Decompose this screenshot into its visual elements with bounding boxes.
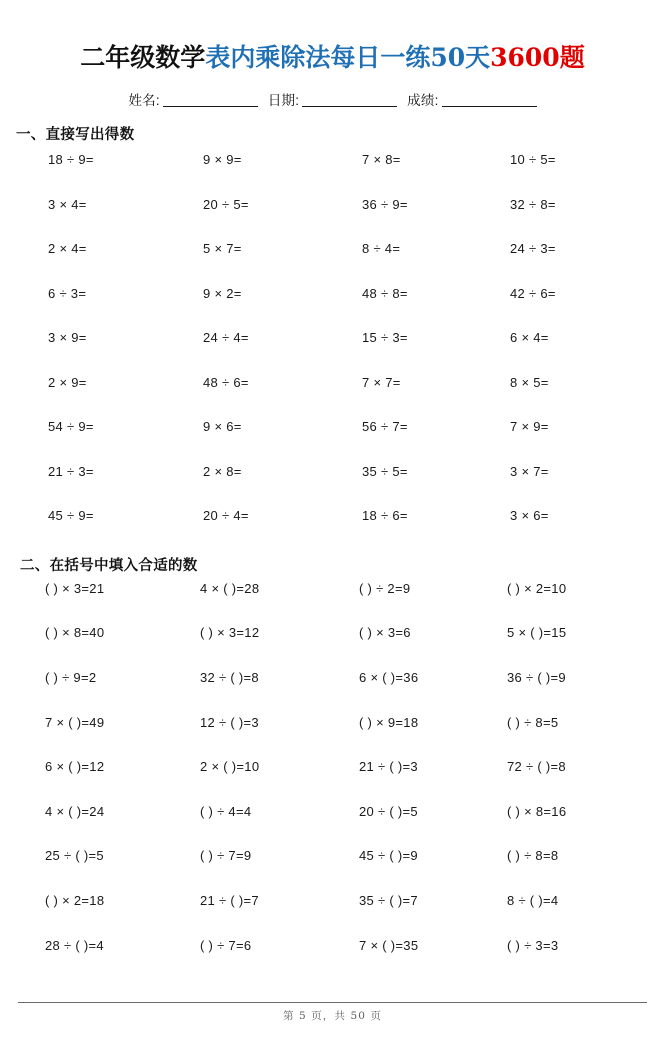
page-footer bbox=[18, 1002, 647, 1023]
problem-cell[interactable]: ( ) ÷ 2=9 bbox=[359, 580, 411, 596]
problem-cell[interactable]: 48 ÷ 8= bbox=[362, 285, 408, 301]
problem-cell[interactable]: 9 × 2= bbox=[203, 285, 242, 301]
problem-cell[interactable]: 3 × 9= bbox=[48, 330, 87, 346]
problem-cell[interactable]: 15 ÷ 3= bbox=[362, 330, 408, 346]
problem-cell[interactable]: 28 ÷ ( )=4 bbox=[45, 937, 104, 953]
problem-cell[interactable]: 5 × 7= bbox=[203, 241, 242, 257]
student-info-line bbox=[0, 89, 665, 109]
problem-cell[interactable]: 6 ÷ 3= bbox=[48, 285, 87, 301]
problem-cell[interactable]: 2 × 4= bbox=[48, 241, 87, 257]
problem-cell[interactable]: 12 ÷ ( )=3 bbox=[200, 714, 259, 730]
title-segment-grade: 二年级数学 bbox=[80, 42, 206, 72]
problem-cell[interactable]: 9 × 9= bbox=[203, 152, 242, 168]
problem-cell[interactable]: 36 ÷ ( )=9 bbox=[507, 669, 566, 685]
problem-cell[interactable]: ( ) × 9=18 bbox=[359, 714, 419, 730]
problem-cell[interactable]: 24 ÷ 3= bbox=[510, 241, 556, 257]
problem-cell[interactable]: ( ) × 2=18 bbox=[45, 892, 105, 908]
problem-cell[interactable]: ( ) × 8=16 bbox=[507, 803, 567, 819]
problem-cell[interactable]: 9 × 6= bbox=[203, 419, 242, 435]
problem-cell[interactable]: 7 × 9= bbox=[510, 419, 549, 435]
problem-cell[interactable]: 8 ÷ 4= bbox=[362, 241, 401, 257]
problem-cell[interactable]: 6 × 4= bbox=[510, 330, 549, 346]
problem-cell[interactable]: 7 × ( )=35 bbox=[359, 937, 419, 953]
problem-cell[interactable]: 2 × 8= bbox=[203, 463, 242, 479]
worksheet-page bbox=[0, 17, 665, 1041]
problem-cell[interactable]: 4 × ( )=28 bbox=[200, 580, 260, 596]
problem-cell[interactable]: 18 ÷ 6= bbox=[362, 508, 408, 524]
problem-cell[interactable]: ( ) × 8=40 bbox=[45, 625, 105, 641]
footer-divider bbox=[18, 1002, 647, 1003]
name-label: 姓名: bbox=[128, 93, 160, 109]
problem-cell[interactable]: 8 × 5= bbox=[510, 374, 549, 390]
problem-cell[interactable]: 8 ÷ ( )=4 bbox=[507, 892, 559, 908]
problem-cell[interactable]: 7 × 8= bbox=[362, 152, 401, 168]
problem-cell[interactable]: 3 × 7= bbox=[510, 463, 549, 479]
problem-cell[interactable]: ( ) ÷ 3=3 bbox=[507, 937, 559, 953]
score-label: 成绩: bbox=[407, 93, 439, 109]
problem-cell[interactable]: 42 ÷ 6= bbox=[510, 285, 556, 301]
problem-cell[interactable]: 3 × 4= bbox=[48, 196, 87, 212]
problem-cell[interactable]: ( ) × 2=10 bbox=[507, 580, 567, 596]
problem-cell[interactable]: 45 ÷ ( )=9 bbox=[359, 848, 418, 864]
page-number: 第 5 页，共 50 页 bbox=[282, 1009, 383, 1022]
problem-cell[interactable]: 20 ÷ 5= bbox=[203, 196, 249, 212]
problem-cell[interactable]: 6 × ( )=12 bbox=[45, 759, 105, 775]
problem-cell[interactable]: ( ) ÷ 7=9 bbox=[200, 848, 252, 864]
problem-cell[interactable]: 18 ÷ 9= bbox=[48, 152, 94, 168]
section-2-problem-grid bbox=[45, 582, 665, 983]
date-label: 日期: bbox=[267, 93, 300, 109]
problem-cell[interactable]: 72 ÷ ( )=8 bbox=[507, 759, 566, 775]
problem-cell[interactable]: ( ) ÷ 7=6 bbox=[200, 937, 252, 953]
problem-cell[interactable]: 56 ÷ 7= bbox=[362, 419, 408, 435]
problem-cell[interactable]: 32 ÷ 8= bbox=[510, 196, 556, 212]
section-1-heading: 一、直接写出得数 bbox=[16, 127, 135, 144]
problem-cell[interactable]: ( ) × 3=21 bbox=[45, 580, 105, 596]
title-segment-topic: 表内乘除法每日一练50天 bbox=[205, 42, 491, 72]
problem-cell[interactable]: 21 ÷ ( )=3 bbox=[359, 759, 418, 775]
name-blank[interactable] bbox=[163, 93, 258, 107]
problem-cell[interactable]: 45 ÷ 9= bbox=[48, 508, 94, 524]
problem-cell[interactable]: 2 × 9= bbox=[48, 374, 87, 390]
problem-cell[interactable]: 21 ÷ ( )=7 bbox=[200, 892, 259, 908]
date-blank[interactable] bbox=[302, 93, 397, 107]
section-2-heading: 二、在括号中填入合适的数 bbox=[20, 557, 198, 574]
problem-cell[interactable]: ( ) ÷ 9=2 bbox=[45, 669, 97, 685]
problem-cell[interactable]: 48 ÷ 6= bbox=[203, 374, 249, 390]
problem-cell[interactable]: 35 ÷ ( )=7 bbox=[359, 892, 418, 908]
problem-cell[interactable]: 3 × 6= bbox=[510, 508, 549, 524]
problem-cell[interactable]: ( ) ÷ 4=4 bbox=[200, 803, 252, 819]
problem-cell[interactable]: ( ) ÷ 8=5 bbox=[507, 714, 559, 730]
score-blank[interactable] bbox=[442, 93, 537, 107]
problem-cell[interactable]: 7 × 7= bbox=[362, 374, 401, 390]
problem-cell[interactable]: 10 ÷ 5= bbox=[510, 152, 556, 168]
problem-cell[interactable]: 25 ÷ ( )=5 bbox=[45, 848, 104, 864]
problem-cell[interactable]: 4 × ( )=24 bbox=[45, 803, 105, 819]
problem-cell[interactable]: ( ) ÷ 8=8 bbox=[507, 848, 559, 864]
problem-cell[interactable]: 2 × ( )=10 bbox=[200, 759, 260, 775]
title-segment-count: 3600题 bbox=[490, 42, 585, 72]
problem-cell[interactable]: 35 ÷ 5= bbox=[362, 463, 408, 479]
problem-cell[interactable]: 54 ÷ 9= bbox=[48, 419, 94, 435]
section-1-problem-grid bbox=[48, 153, 665, 554]
problem-cell[interactable]: 7 × ( )=49 bbox=[45, 714, 105, 730]
problem-cell[interactable]: 32 ÷ ( )=8 bbox=[200, 669, 259, 685]
problem-cell[interactable]: 20 ÷ ( )=5 bbox=[359, 803, 418, 819]
problem-cell[interactable]: 21 ÷ 3= bbox=[48, 463, 94, 479]
page-title bbox=[0, 17, 665, 73]
problem-cell[interactable]: 24 ÷ 4= bbox=[203, 330, 249, 346]
problem-cell[interactable]: ( ) × 3=12 bbox=[200, 625, 260, 641]
problem-cell[interactable]: ( ) × 3=6 bbox=[359, 625, 411, 641]
problem-cell[interactable]: 20 ÷ 4= bbox=[203, 508, 249, 524]
problem-cell[interactable]: 5 × ( )=15 bbox=[507, 625, 567, 641]
problem-cell[interactable]: 6 × ( )=36 bbox=[359, 669, 419, 685]
problem-cell[interactable]: 36 ÷ 9= bbox=[362, 196, 408, 212]
